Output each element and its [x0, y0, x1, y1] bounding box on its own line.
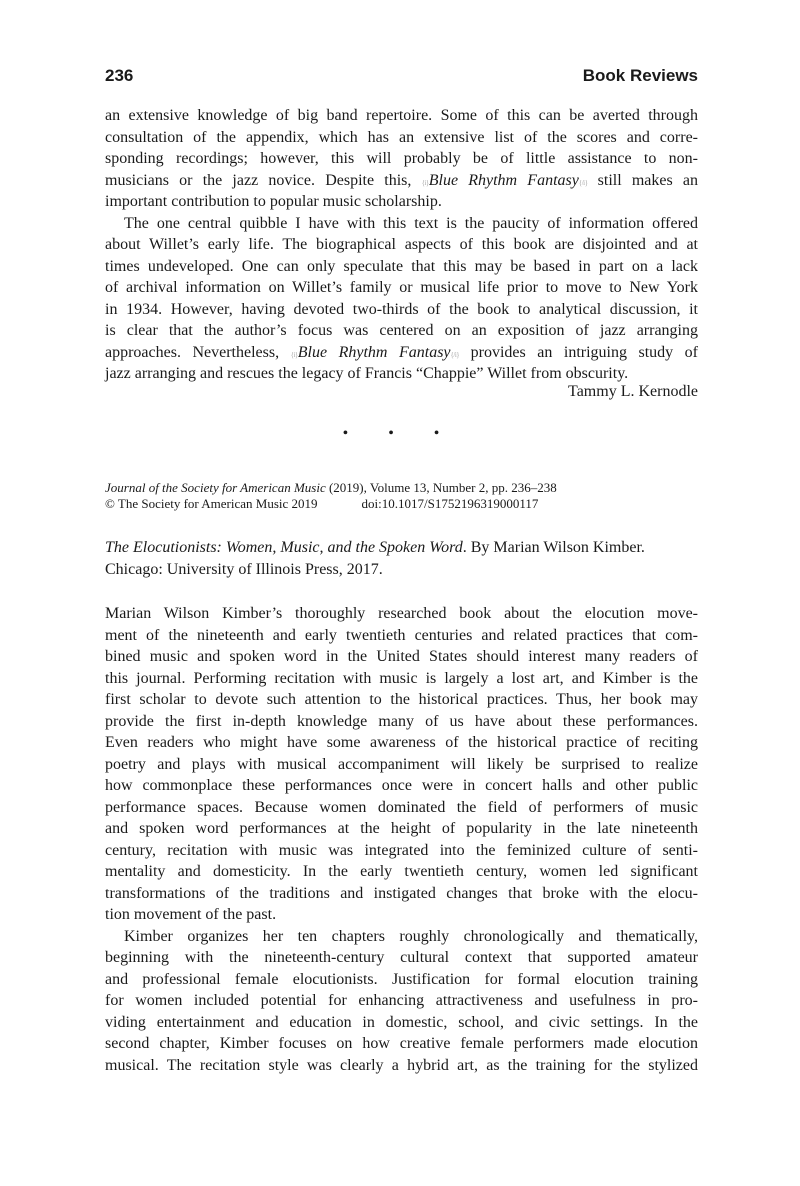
text-line: in 1934. However, having devoted two-thirds of the book to analytical discussion, it: [105, 300, 698, 318]
paragraph: [105, 105, 698, 213]
text-line: transformations of the traditions and instigated changes that broke with the elocu-: [105, 884, 698, 902]
text-line: is clear that the author’s focus was centered on an exposition of jazz arranging: [105, 322, 698, 339]
text-line: second chapter, Kimber focuses on how creative female performers made elocution: [105, 1035, 698, 1052]
text-line: consultation of the appendix, which has an extensive list of the scores and corre-: [105, 128, 698, 146]
text-line: and spoken word performances at the height of popularity in the late nineteenth: [105, 820, 698, 837]
journal-name: Journal of the Society for American Music: [105, 480, 326, 495]
text-line: century, recitation with music was integrated into the feminized culture of senti-: [105, 841, 698, 859]
text-line: how commonplace these performances once were in concert halls and other public: [105, 777, 698, 794]
text-line: tion movement of the past.: [105, 906, 277, 923]
paragraph: [105, 213, 698, 385]
review-2-body: [105, 603, 698, 1076]
doi: doi:10.1017/S1752196319000117: [361, 496, 539, 511]
reviewer-signature: Tammy L. Kernodle: [568, 383, 698, 400]
text-line: jazz arranging and rescues the legacy of Francis “Chappie” Willet from obscurity.: [105, 365, 629, 382]
text-line: approaches. Nevertheless, {i}Blue Rhythm Fantasy{/i} provides an intriguing study of: [105, 343, 699, 361]
book-heading: [105, 537, 705, 581]
book-byline: . By Marian Wilson Kimber.: [462, 539, 645, 556]
text-line: and professional female elocutionists. Justification for formal elocution training: [105, 970, 698, 988]
citation: [105, 480, 557, 512]
running-header: Book Reviews: [582, 66, 698, 85]
book-title: The Elocutionists: Women, Music, and the Spoken Word: [105, 539, 463, 556]
text-line: first scholar to devote such attention to the historical practices. Thus, her book may: [105, 691, 698, 708]
text-line: times undeveloped. One can only speculate that this may be based in part on a lack: [105, 257, 698, 275]
copyright: © The Society for American Music 2019: [105, 496, 318, 511]
text-line: ment of the nineteenth and early twentieth centuries and related practices that com-: [105, 626, 698, 644]
review-1-body: [105, 105, 698, 385]
text-line: sponding recordings; however, this will probably be of little assistance to non-: [105, 150, 698, 167]
text-line: for women included potential for enhancing attractiveness and usefulness in pro-: [105, 992, 698, 1009]
section-separator: • • •: [342, 425, 458, 442]
text-line: about Willet’s early life. The biographical aspects of this book are disjointed and at: [105, 236, 698, 253]
text-line: performance spaces. Because women dominated the field of performers of music: [105, 798, 698, 816]
page-number: 236: [105, 66, 134, 85]
paragraph: [105, 603, 698, 926]
text-line: The one central quibble I have with this text is the paucity of information offered: [124, 214, 698, 232]
text-line: poetry and plays with musical accompaniment will likely be surprised to realize: [105, 755, 698, 773]
paragraph: [105, 926, 698, 1077]
text-line: of archival information on Willet’s family or musical life prior to move to New York: [105, 279, 698, 296]
text-line: mentality and domesticity. In the early twentieth century, women led significant: [105, 863, 698, 880]
citation-details: (2019), Volume 13, Number 2, pp. 236–238: [325, 480, 557, 495]
text-line: Even readers who might have some awareness of the historical practice of reciting: [105, 734, 698, 751]
italic-book-title: Blue Rhythm Fantasy: [297, 343, 451, 361]
text-line: viding entertainment and education in domestic, school, and civic settings. In the: [105, 1013, 698, 1031]
text-line: musical. The recitation style was clearly a hybrid art, as the training for the stylized: [105, 1056, 698, 1074]
text-line: bined music and spoken word in the United States should interest many readers of: [105, 648, 698, 665]
text-line: an extensive knowledge of big band repertoire. Some of this can be averted through: [105, 107, 698, 124]
text-line: beginning with the nineteenth-century cultural context that supported amateur: [105, 949, 698, 966]
text-line: important contribution to popular music scholarship.: [105, 193, 442, 210]
text-line: provide the first in-depth knowledge many of us have about these performances.: [105, 712, 698, 730]
text-line: this journal. Performing recitation with music is largely a lost art, and Kimber is the: [105, 669, 698, 687]
text-line: Kimber organizes her ten chapters roughly chronologically and thematically,: [124, 927, 698, 945]
book-publisher: Chicago: University of Illinois Press, 2017.: [105, 561, 383, 578]
italic-book-title: Blue Rhythm Fantasy: [428, 171, 579, 189]
text-line: Marian Wilson Kimber’s thoroughly researched book about the elocution move-: [105, 605, 698, 622]
text-line: musicians or the jazz novice. Despite this, {i}Blue Rhythm Fantasy{/i} still makes an: [105, 171, 699, 189]
